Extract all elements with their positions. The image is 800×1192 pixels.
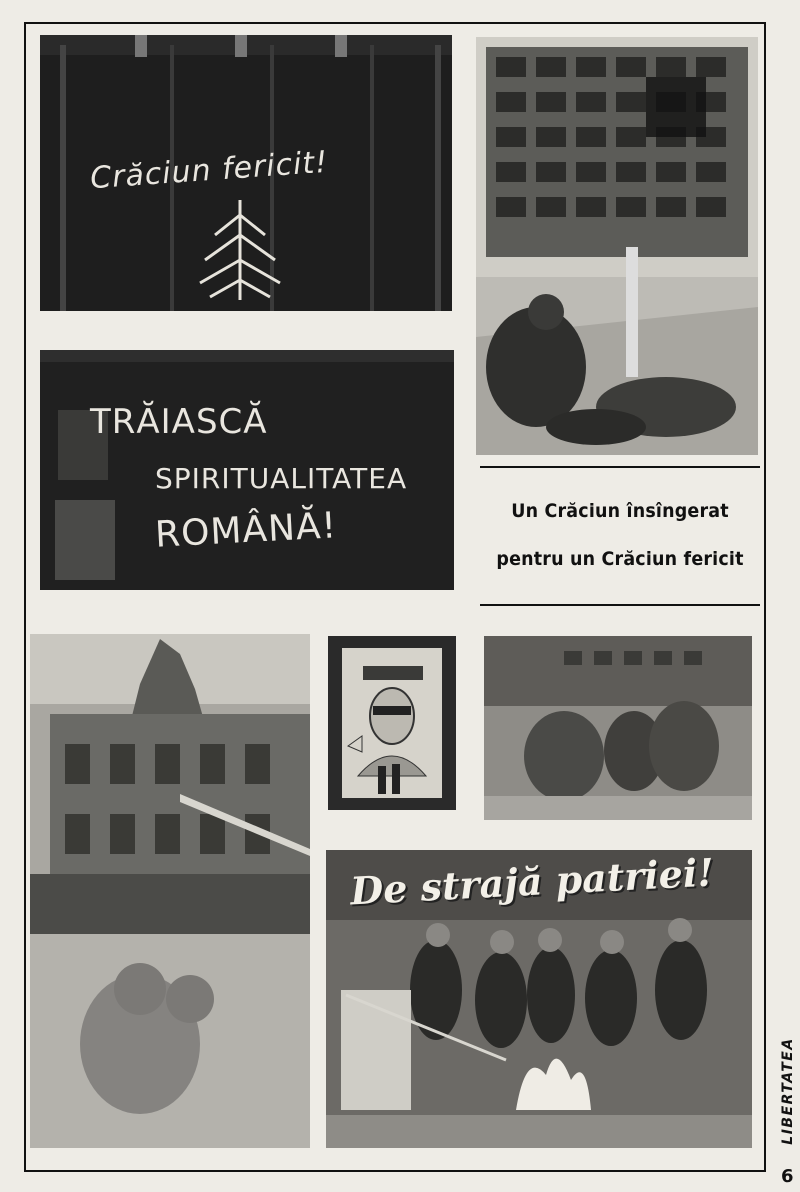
photo-burnt-building (30, 634, 310, 1148)
window-text-line1: TRĂIASCĂ (90, 402, 268, 442)
photo-building-street (476, 37, 758, 455)
masthead (778, 1032, 798, 1150)
photo-caricature-poster (328, 636, 456, 810)
window-text-christmas: Crăciun fericit! (89, 144, 330, 197)
window-text-line2: SPIRITUALITATEA (155, 462, 408, 495)
masthead-text: LIBERTATEA (780, 1037, 796, 1145)
caption-line2: pentru un Crăciun fericit (496, 548, 744, 570)
caption-rule-top (480, 466, 760, 468)
caption-line1: Un Crăciun însîngerat (511, 500, 729, 522)
window-text-line3: ROMÂNĂ! (154, 505, 338, 556)
banner-overlay-text: De strajă patriei! (349, 849, 715, 914)
photo-window-slogan (40, 350, 454, 590)
photo-window-christmas (40, 35, 452, 311)
caption-rule-bottom (480, 604, 760, 606)
photo-soldiers-street (484, 636, 752, 820)
page-number: 6 (781, 1166, 794, 1187)
